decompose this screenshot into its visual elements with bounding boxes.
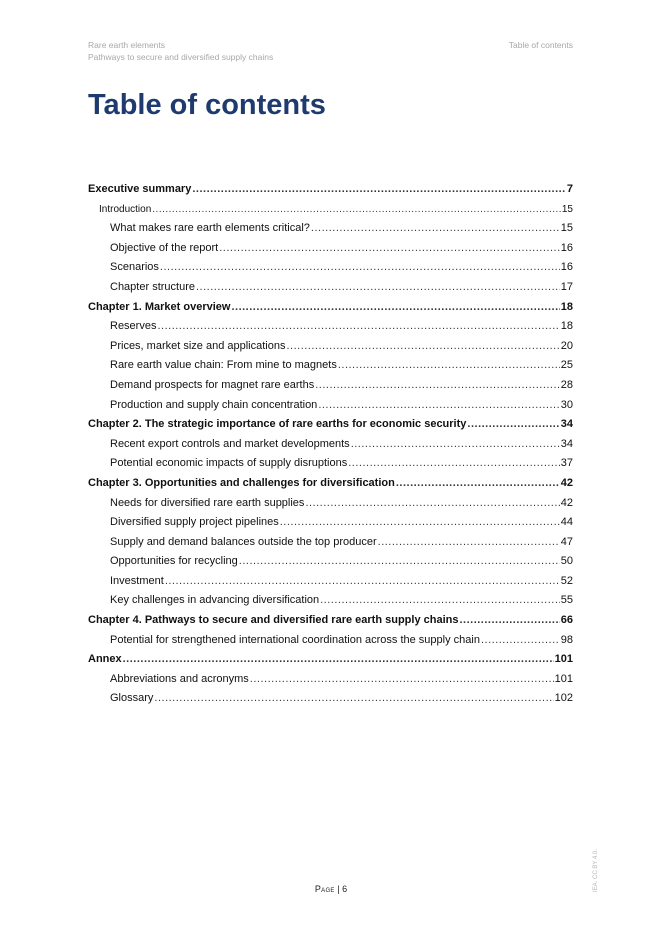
toc-entry[interactable]	[88, 494, 573, 514]
toc-entry-page: 34	[560, 437, 573, 450]
toc-entry-page: 47	[560, 535, 573, 548]
toc-entry-page: 15	[560, 222, 573, 235]
toc-entry[interactable]	[88, 317, 573, 337]
toc-entry-label: Scenarios	[110, 261, 159, 274]
toc-entry-page: 16	[560, 261, 573, 274]
toc-entry-page: 50	[560, 555, 573, 568]
toc-dot-leader	[338, 356, 560, 376]
toc-dot-leader	[280, 513, 560, 533]
toc-entry-label: Supply and demand balances outside the top producer	[110, 535, 377, 548]
toc-dot-leader	[157, 317, 559, 337]
running-header-section: Table of contents	[508, 40, 573, 50]
toc-dot-leader	[123, 650, 554, 670]
toc-entry-page: 44	[560, 516, 573, 529]
toc-entry-label: Potential economic impacts of supply disruptions	[110, 457, 348, 470]
toc-entry[interactable]	[88, 533, 573, 553]
page-separator: |	[337, 884, 340, 894]
toc-entry-page: 55	[560, 594, 573, 607]
toc-entry-page: 98	[560, 633, 573, 646]
toc-entry[interactable]	[88, 376, 573, 396]
toc-entry-label: Diversified supply project pipelines	[110, 516, 279, 529]
toc-entry[interactable]	[88, 278, 573, 298]
toc-entry-page: 101	[554, 653, 573, 666]
toc-entry-page: 66	[560, 614, 573, 627]
report-title: Rare earth elements	[88, 40, 166, 50]
toc-entry[interactable]	[88, 670, 573, 690]
toc-entry-label: Needs for diversified rare earth supplies	[110, 496, 305, 509]
toc-entry-label: Chapter 2. The strategic importance of rare earths for economic security	[88, 418, 467, 431]
toc-entry-page: 101	[554, 672, 573, 685]
toc-dot-leader	[192, 180, 566, 200]
toc-entry-label: Reserves	[110, 320, 157, 333]
toc-dot-leader	[154, 689, 553, 709]
toc-entry-label: Production and supply chain concentration	[110, 398, 318, 411]
toc-dot-leader	[318, 396, 559, 416]
toc-entry-label: Chapter 4. Pathways to secure and diversified rare earth supply chains	[88, 614, 459, 627]
toc-entry-label: Annex	[88, 653, 122, 666]
toc-dot-leader	[311, 219, 560, 239]
report-subtitle: Pathways to secure and diversified supply chains	[88, 52, 274, 62]
page-footer	[0, 884, 662, 894]
toc-entry-page: 37	[560, 457, 573, 470]
toc-entry[interactable]	[88, 356, 573, 376]
toc-entry[interactable]	[88, 513, 573, 533]
toc-dot-leader	[378, 533, 560, 553]
toc-entry[interactable]	[88, 631, 573, 651]
toc-entry-label: Glossary	[110, 692, 154, 705]
toc-entry-label: Investment	[110, 574, 164, 587]
toc-dot-leader	[196, 278, 560, 298]
page-title: Table of contents	[88, 89, 326, 121]
toc-entry[interactable]	[88, 298, 573, 318]
toc-dot-leader	[219, 239, 560, 259]
toc-dot-leader	[152, 200, 561, 220]
toc-entry[interactable]	[88, 572, 573, 592]
toc-dot-leader	[160, 258, 560, 278]
running-header-left	[88, 39, 273, 63]
page-word: Page	[314, 884, 335, 894]
toc-dot-leader	[459, 611, 559, 631]
toc-entry-page: 18	[560, 320, 573, 333]
toc-dot-leader	[315, 376, 560, 396]
toc-entry-page: 34	[560, 418, 573, 431]
toc-entry-page: 20	[560, 339, 573, 352]
toc-entry[interactable]	[88, 219, 573, 239]
toc-entry-label: Prices, market size and applications	[110, 339, 286, 352]
toc-entry[interactable]	[88, 611, 573, 631]
toc-entry[interactable]	[88, 180, 573, 200]
toc-entry[interactable]	[88, 258, 573, 278]
toc-entry[interactable]	[88, 435, 573, 455]
toc-entry-label: Chapter structure	[110, 280, 195, 293]
toc-entry-page: 18	[560, 300, 573, 313]
toc-entry-label: Executive summary	[88, 183, 192, 195]
toc-entry-page: 25	[560, 359, 573, 372]
toc-entry-page: 16	[560, 241, 573, 254]
toc-dot-leader	[305, 494, 559, 514]
toc-dot-leader	[165, 572, 560, 592]
toc-entry-label: Objective of the report	[110, 241, 219, 254]
toc-entry-page: 15	[561, 203, 573, 215]
license-note: IEA. CC BY 4.0.	[593, 849, 599, 892]
toc-entry-label: Chapter 3. Opportunities and challenges for diversification	[88, 476, 395, 489]
toc-dot-leader	[239, 552, 560, 572]
toc-dot-leader	[396, 474, 560, 494]
toc-entry[interactable]	[88, 454, 573, 474]
toc-dot-leader	[320, 591, 560, 611]
toc-entry[interactable]	[88, 200, 573, 220]
toc-entry-page: 28	[560, 378, 573, 391]
toc-dot-leader	[250, 670, 554, 690]
toc-entry-page: 42	[560, 476, 573, 489]
toc-entry-label: What makes rare earth elements critical?	[110, 222, 310, 235]
toc-entry[interactable]	[88, 591, 573, 611]
toc-dot-leader	[231, 298, 559, 318]
toc-entry-label: Opportunities for recycling	[110, 555, 238, 568]
toc-entry-label: Potential for strengthened international coordination across the supply chain	[110, 633, 480, 646]
toc-dot-leader	[467, 415, 559, 435]
toc-entry[interactable]	[88, 552, 573, 572]
toc-entry[interactable]	[88, 337, 573, 357]
toc-entry-page: 30	[560, 398, 573, 411]
toc-entry-page: 17	[560, 280, 573, 293]
toc-entry[interactable]	[88, 650, 573, 670]
toc-dot-leader	[481, 631, 560, 651]
table-of-contents	[88, 180, 573, 709]
toc-entry-label: Key challenges in advancing diversification	[110, 594, 320, 607]
toc-entry[interactable]	[88, 396, 573, 416]
toc-dot-leader	[351, 435, 560, 455]
toc-entry[interactable]	[88, 474, 573, 494]
toc-dot-leader	[286, 337, 559, 357]
toc-entry[interactable]	[88, 415, 573, 435]
toc-entry-page: 42	[560, 496, 573, 509]
toc-entry[interactable]	[88, 689, 573, 709]
toc-entry[interactable]	[88, 239, 573, 259]
toc-entry-label: Chapter 1. Market overview	[88, 300, 231, 313]
toc-entry-label: Introduction	[99, 203, 152, 215]
toc-entry-label: Abbreviations and acronyms	[110, 672, 249, 685]
toc-entry-page: 52	[560, 574, 573, 587]
toc-entry-label: Demand prospects for magnet rare earths	[110, 378, 315, 391]
toc-entry-page: 102	[554, 692, 573, 705]
toc-entry-label: Rare earth value chain: From mine to magnets	[110, 359, 337, 372]
toc-entry-label: Recent export controls and market developments	[110, 437, 350, 450]
toc-dot-leader	[348, 454, 560, 474]
page-number: 6	[342, 884, 348, 894]
toc-entry-page: 7	[566, 183, 573, 195]
